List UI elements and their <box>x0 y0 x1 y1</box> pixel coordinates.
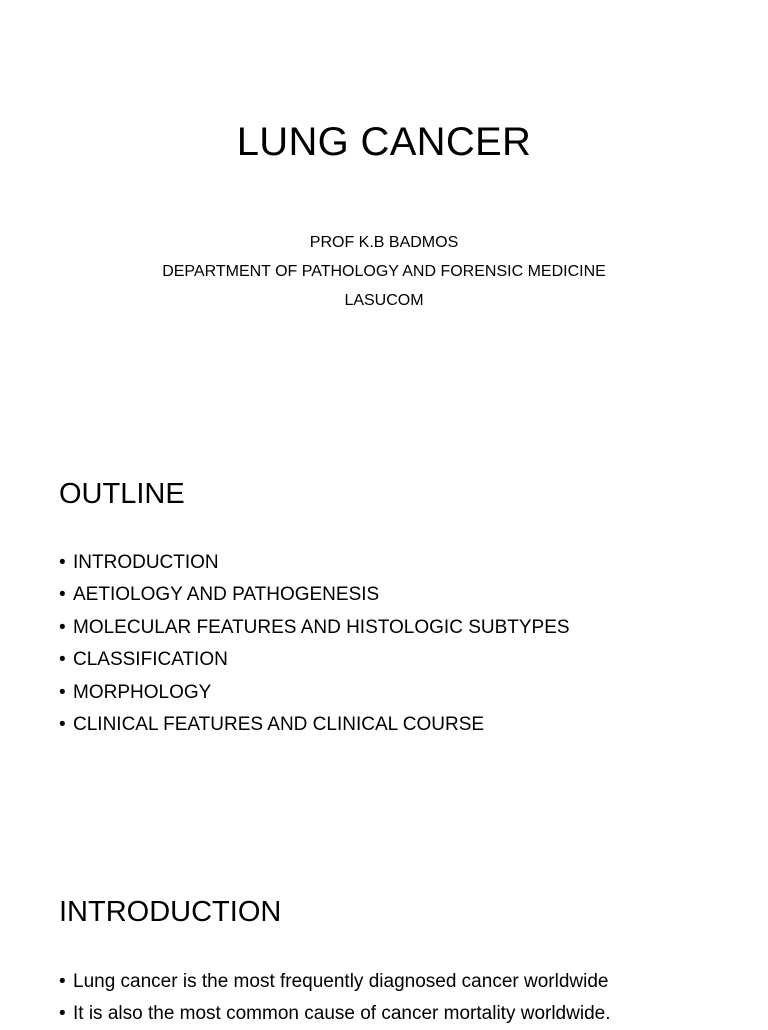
introduction-item: • Lung cancer is the most frequently diagnosed cancer worldwide <box>59 966 610 998</box>
outline-heading: OUTLINE <box>59 478 185 510</box>
outline-slide <box>0 400 768 800</box>
outline-item: • CLASSIFICATION <box>59 644 570 676</box>
introduction-slide <box>0 880 768 1024</box>
introduction-heading: INTRODUCTION <box>59 896 282 928</box>
title-slide <box>0 0 768 400</box>
outline-item: • MORPHOLOGY <box>59 677 570 709</box>
introduction-list <box>59 966 610 1030</box>
outline-list <box>59 547 570 741</box>
outline-item: • MOLECULAR FEATURES AND HISTOLOGIC SUBTYPES <box>59 612 570 644</box>
introduction-item: • It is also the most common cause of cancer mortality worldwide. <box>59 998 610 1030</box>
outline-item: • AETIOLOGY AND PATHOGENESIS <box>59 579 570 611</box>
outline-item: • INTRODUCTION <box>59 547 570 579</box>
subtitle-block <box>0 228 768 315</box>
slide-title: LUNG CANCER <box>236 120 532 164</box>
department-name: DEPARTMENT OF PATHOLOGY AND FORENSIC MEDICINE <box>162 263 606 280</box>
outline-item: • CLINICAL FEATURES AND CLINICAL COURSE <box>59 709 570 741</box>
institution-name: LASUCOM <box>344 292 424 309</box>
author-name: PROF K.B BADMOS <box>309 234 459 251</box>
